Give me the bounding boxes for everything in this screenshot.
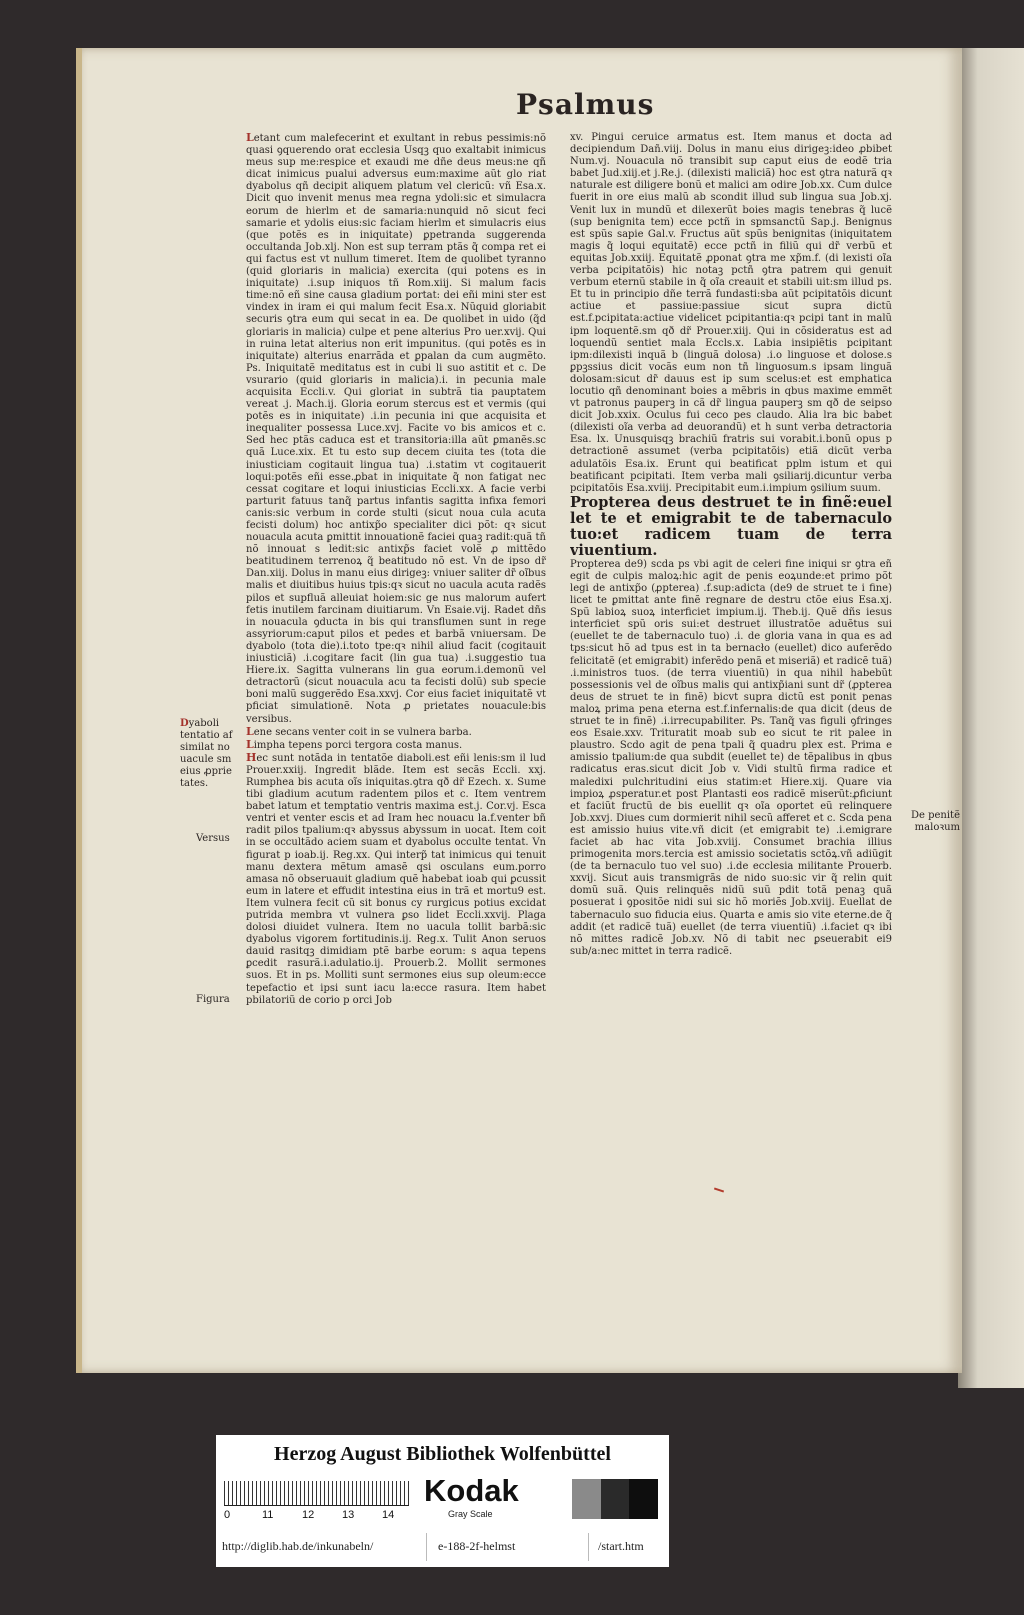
right-column — [570, 132, 892, 1272]
ruler-number: 11 — [262, 1509, 274, 1521]
right-paragraph-2: Propterea de9) scda ps vbi agit de celeri fine iniqui sr ꝯtra eñ egit de culpis maloꝝ:hic agit de penis eoꝝunde:et primo põt legi de antixp̃o (ꝓpterea) .f.sup:adicta (de9 de struet te i fine) licet te ꝑmittat ante finẽ regnare de destru ctõe eius Esa.xj. Spũ labioꝝ suoꝝ interficiet impium.ij. Theb.ij. Quẽ dñs iesus interficiet spũ oris sui:et destruet illustratõe aduẽtus sui (euellet te de tabernaculo tuo) .i. de gloria vana in qua es ad tps:sicut hõ ad tpus est in ta bernacło (euellet) dico auferẽdo felicitatẽ (et emigrabit) inferẽdo penã et miseriã) et radicẽ tuã) .i.ministros tuos. (de terra viuentiũ) in qua nihil habebũt possessionis vel de oĩbus malis qui antixp̃iani sunt dr̃ (ꝓpterea deus de struet te in finẽ) bicvt supra dictũ est ponit penas maloꝝ prima pena eterna est.f.infernalis:de qua dicit (deus de struet te in finẽ) .i.irrecupabiliter. Ps. Tanq̃ vas figuli ꝯfringes eos Esaie.xxv. Trituratit moab sub eo sicut te rit palee in plaustro. Scdo agit de pena tpali q̃ quadru plex est. Prima e amissio tpalium:de qua subdit (euellet te) de tẽpalibus in qbus radicatus eras.sicut dicit Job v. Vidi stultũ firma radice et maledixi pulchritudini eius statim:et Hiere.xij. Quare via impioꝝ ꝓsperatur.et post Plantasti eos radicẽ miserũt:ꝓficiunt et faciũt fructũ de bis euellit qꝛ oĩa oportet eũ relinquere Job.xxvj. Diues cum dormierit nihil secũ afferet et c. Scda pena est amissio huius vite.vñ dicit (et emigrabit te) .i.emigrare faciet ab hac vita Job.xviij. Consumet brachia illius primogenita mors.tercia est amissio societatis sctõꝝ.vñ adiũgit (de ta bernaculo tuo vel suo) .i.de ecclesia militante Prouerb. xxvij. Sicut auis transmigrãs de nido suo:sic vir q̃ relin quit domũ suã. Quis relinquẽs nidũ suũ pdit totã penaꝫ quã posuerat i ꝯpositõe nidi sui sic hõ moriẽs Job.xviij. Euellat de tabernaculo suo fiducia eius. Quarta e amis sio vite eterne.de q̃ addit (et radicẽ tuã) euellet (de terra viuentiũ) .i.faciet qꝛ ibi nõ mittes radicẽ Job.xv. Nõ di tabit nec ꝑseuerabit ei9 sub/a:nec mittet in terra radicẽ. — [570, 558, 892, 957]
left-paragraph-2: Hec sunt notãda in tentatõe diaboli.est eñi lenis:sm il lud Prouer.xxiij. Ingredit blãde. Item est secãs Eccli. xxj. Rumphea bis acuta oĩs iniquitas.ꝯtra qð dr̃ Ezech. x. Sume tibi gladium acutum radentem pilos et c. Item ventrem babet latum et temptatio ventris maxima est.j. Cor.vj. Esca ventri et venter escis et ad Iram hec nouacu la.f.venter bñ radit pilos tpalium:qꝛ abyssus abyssum in uocat. Item coit in se occultãdo aciem suam et dyabolus occulte tentat. Vn figurat p ioab.ij. Reg.xx. Qui interp̃ tat inimicus qui tenuit manu dextera mẽtum amasẽ qsi osculans eum.porro amasa nõ obseruauit gladium quẽ habebat ioab qui ꝑcussit eum in latere et effudit intestina eius in trã et mortu9 est. Item vulnera fecit cũ sit bonus cy rurgicus potius excidat putrida membra vt vulnera ꝑso lidet Eccli.xxvij. Plaga dolosi diuidet vulnera. Item no uacula tollit barbã:sic dyabolus vigorem fortitudinis.ij. Reg.x. Tulit Anon seruos dauid rasitqꝫ dimidiam ptẽ barbe eorum: s aqua tepens ꝑcedit rasurã.i.adulatio.ij. Prouerb.2. Mollit sermones suos. Et in ps. Molliti sunt sermones eius sup oleum:ecce tepefactio et ipsi sunt iacu la:ecce rasura. Item habet pbilatoriũ de corio p orci Job — [246, 750, 546, 1006]
right-paragraph-1: xv. Pingui ceruice armatus est. Item manus et docta ad decipiendum Dañ.viij. Dolus in manu eius dirigeꝫ:ideo ꝓbibet Num.vj. Nouacula nõ transibit sup caput eius de eodẽ tria babet Jud.xiij.et j.Re.j. (dilexisti maliciã) hoc est ꝯtra naturã qꝛ naturale est diligere bonũ et malici am odire Job.xx. Cum dulce fuerit in ore eius malũ ab scondit illud sub lingua sua Job.xj. Venit lux in mundũ et dilexerũt boies magis tenebras q̃ lucẽ (sup benignita tem) ecce pctñ in spmsanctũ Sap.j. Benignus est spũs sapie Gal.v. Fructus aũt spũs benignitas (iniquitatem magis q̃ loqui equitatẽ) ecce pctñ in filiũ qui dr̃ verbũ et equitas Job.xxiij. Equitatẽ ꝓponat ꝯtra me xp̃m.f. (di lexisti oĩa verba pcipitatõis) hic notaꝫ pctñ ꝯtra patrem qui genuit verbum eternũ stabile in q̃ oĩa creauit et stabili uit:sm illud ps. Et tu in principio dñe terrã fundasti:sba aũt pcipitatõis dicunt actiue et passiue:passiue sicut supra dictũ est.f.pcipitata:actiue videlicet pcipitantia:qꝛ pcipi tant in malũ ipm loquentẽ.sm qð dr̃ Prouer.xiij. Qui in cõsideratus est ad loquendũ sentiet mala Eccls.x. Labia insipiẽtis pcipitant ipm:dilexisti inquã b (linguã dolosa) .i.o linguose et dolose.s ꝑpꝫssius dicit vocãs eum non tñ linguosum.s ipsam linguã dolosam:sicut dr̃ dauus est ip sum scelus:et est emphatica locutio qñ denominant boies a mẽbris in qbus maxime emmẽt vt patronus pauperꝫ in cã dr̃ lingua pauperꝫ sm qð de seipso dicit Job.xxix. Oculus fui ceco pes claudo. Alia lra bic babet (dilexisti oĩa verba ad deuorandũ) et h sunt verba detractoria Esa. lx. Unusquisqꝫ brachiũ fratris sui vorabit.i.bonũ opus p detractionẽ assumet (verba pcipitatõis) etiã dicũt verba adulatõis Esa.ix. Erunt qui beatificat pplm istum et qui beatificant pcipitati. Item verba mali ꝯsiliarij.dicuntur verba pcipitatõis Esa.xviij. Precipitabit eum.i.impium ꝯsilium suum. — [570, 132, 892, 494]
ruler-number: 12 — [302, 1509, 315, 1521]
running-head: Psalmus — [516, 88, 655, 121]
margin-note-dyaboli: Dyaboli tentatio af similat no uacule sm eius ꝓprie tates. — [180, 718, 233, 789]
verse-line-2: Limpha tepens porci tergora costa manus. — [246, 737, 463, 751]
page-gutter — [76, 48, 82, 1373]
ruler-number: 0 — [224, 1509, 231, 1521]
facing-page-edge — [958, 48, 1024, 1388]
gray-scale-label: Gray Scale — [448, 1509, 493, 1519]
divider — [588, 1533, 589, 1561]
ruler-number: 14 — [382, 1509, 395, 1521]
gray-swatch — [601, 1479, 630, 1519]
incunable-page — [76, 48, 962, 1373]
ruler-scale — [224, 1481, 409, 1506]
kodak-logo: Kodak — [424, 1473, 519, 1508]
ruler-number: 13 — [342, 1509, 355, 1521]
gray-swatch — [572, 1479, 601, 1519]
start-path: /start.htm — [598, 1539, 644, 1553]
margin-note-figura: Figura — [196, 994, 230, 1005]
gray-swatch — [629, 1479, 658, 1519]
margin-note-versus: Versus — [196, 833, 230, 844]
margin-note-penitentia: De penitẽ maloꝛum — [910, 810, 960, 833]
left-column — [246, 132, 546, 1272]
library-target-card — [216, 1435, 669, 1567]
verse-line-1: Lene secans venter coit in se vulnera barba. — [246, 724, 472, 738]
left-paragraph-1: Letant cum malefecerint et exultant in rebus pessimis:nõ quasi ꝯquerendo orat ecclesia Usqꝫ quo exaltabit inimicus meus sup me:respice et exaudi me dñe deus meus:ne qñ dicat inimicus pualui adversus eum:maxime aũt glo riat dyabolus qñ decipit aliquem platum vel clericũ: vñ Esa.x. Dicit quo invenit menus mea regna ydoli:sic et simulacra eorum de hierlm et de samaria:nunquid nõ sicut feci samarie et ydolis eius:sic faciam hierlm et simulacris eius (que potẽs es in iniquitate) ꝑpetranda suggerenda occultanda Job.xlj. Non est sup terram ptãs q̃ compa ret ei qui factus est vt nullum timeret. Item de quolibet tyranno (quid gloriaris in malicia) exercita (qui potens es in iniquitate) .i.sup iniquos tñ Rom.xiij. Si malum facis time:nõ eñ sine causa gladium portat: dei eñi mini ster est vindex in iram ei qui malum fecit Esa.x. Nũquid gloriabit securis ꝯtra eum qui secat in ea. De quolibet in uido (q̃d gloriaris in malicia) culpe et pene alterius Pro uer.xvij. Qui in ruina letat alterius non erit impunitus. (qui potẽs es in iniquitate) alterius enarrãda et ꝑpalan da cum augmẽto. Ps. Iniquitatẽ meditatus est in cubi li suo astitit et c. De vsurario (quid gloriaris in malicia).i. in pecunia male acquisita Eccli.v. Qui gloriat in subtrã tia pauptatem vereat .j. Mach.ij. Gloria eorum stercus est et vermis (qui potẽs es in iniquitate) .i.in pecunia ini que acquisita et inequaliter possessa Luce.xvj. Facite vo bis amicos et c. Sed hec ptãs caduca est et transitoria:illa aũt ꝑmanẽs.sc quã Luce.xix. Et tu esto sup decem ciuita tes (tota die iniusticiam cogitauit lingua tua) .i.statim vt cogitauerit loqui:potẽs eñi esse.ꝓbat in iniquitate q̃ non fatigat nec cessat cogitare et loqui iniusticias Eccli.xx. A facie verbi parturit fatuus tanq̃ partus infantis sagitta infixa femori canis:sic verbum in corde stulti (sicut noua cula acuta fecisti dolum) hoc antixp̃o specialiter dici põt: qꝛ sicut nouacula acuta ꝑmittit innouationẽ faciei quaꝫ radit:quã tñ nõ innouat s ledit:sic antixp̃s faciet volẽ ꝓ mittẽdo beatitudinem terrenoꝝ q̃ beatitudo nõ est. Vn de ipso dr̃ Dan.xiij. Dolus in manu eius dirigeꝫ: vniuer saliter dr̃ oĩbus malis et diuitibus huius tpis:qꝛ sicut no uacula acuta radẽs pilos et supfluã alleuiat hoiem:sic ge nus malorum aufert fetis inutilem farcinam diuitiarum. Vn Esaie.vij. Radet dñs in nouacula ꝯducta in bis qui transflumen sunt in rege assyriorum:caput pilos et pedes et barbã vniuersam. De dyabolo (tota die).i.toto tpe:qꝛ nihil aliud facit (cogitauit iniusticiã) .i.cogitare facit (lin gua tua) .i.suggestio tua Hiere.ix. Sagitta vulnerans lin gua eorum.i.demonũ vel detractorũ (sicut nouacula acu ta fecisti dolũ) sub specie boni malũ suggerẽdo Esa.xxvj. Cor eius faciet iniquitatẽ vt pficiat simulationẽ. Nota ꝓ prietates nouacule:bis versibus. — [246, 132, 546, 725]
gray-swatches — [572, 1479, 658, 1519]
library-name: Herzog August Bibliothek Wolfenbüttel — [274, 1443, 611, 1465]
shelfmark-code: e-188-2f-helmst — [438, 1539, 516, 1553]
psalm-verse-heading: Propterea deus destruet te in finẽ:euel let te et emigrabit te de tabernaculo tuo:et radicem tuam de terra viuentium. — [570, 493, 892, 559]
source-url: http://diglib.hab.de/inkunabeln/ — [222, 1539, 374, 1553]
divider — [426, 1533, 427, 1561]
